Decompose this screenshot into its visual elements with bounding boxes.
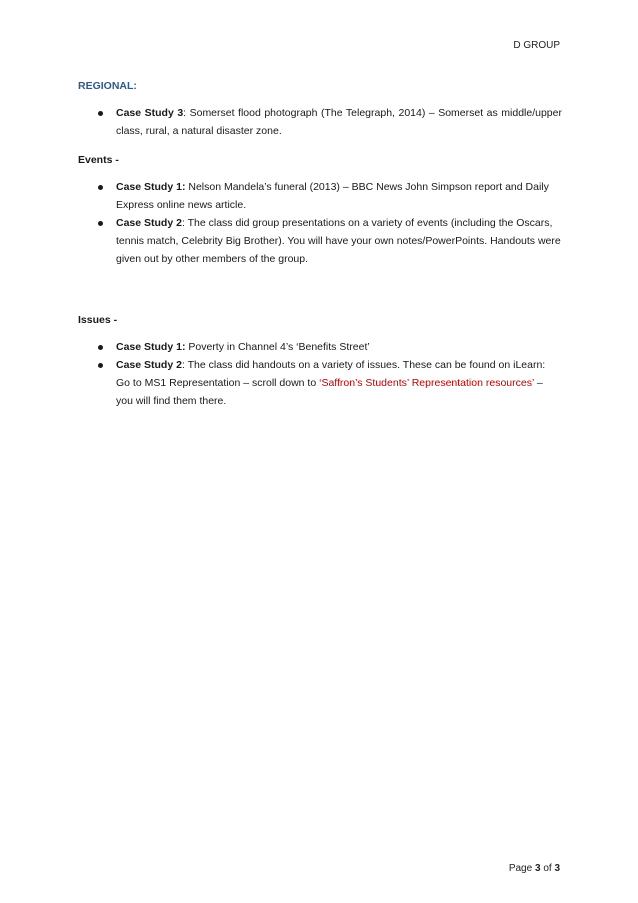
case-study-label: Case Study 1:: [116, 181, 186, 193]
resources-link[interactable]: ‘Saffron’s Students’ Representation resources’: [319, 377, 534, 389]
page-header-group: D GROUP: [513, 40, 560, 51]
events-heading: Events -: [78, 154, 119, 166]
bullet-icon: [98, 363, 103, 368]
case-study-label: Case Study 2: [116, 359, 182, 371]
case-study-text: Nelson Mandela’s funeral (2013) – BBC News John Simpson report and Daily Express online news article.: [116, 181, 549, 211]
case-study-label: Case Study 1:: [116, 341, 186, 353]
case-study-text: : The class did handouts on a variety of issues. These can be found on iLearn: Go to MS1 Representation – scroll down to: [116, 359, 546, 389]
list-item: [78, 356, 562, 410]
issues-heading: Issues -: [78, 314, 118, 326]
page-current: 3: [534, 863, 541, 874]
case-study-text: : Somerset flood photograph (The Telegraph, 2014) – Somerset as middle/upper class, rural, a natural disaster zone.: [116, 107, 562, 137]
of-word: of: [543, 863, 552, 874]
events-list: [78, 178, 562, 268]
bullet-icon: [98, 111, 103, 116]
case-study-text: : The class did group presentations on a variety of events (including the Oscars, tennis match, Celebrity Big Brother). You will have your own notes/PowerPoints. Handouts were given out by other members of the group.: [116, 217, 561, 265]
document-body: [78, 77, 562, 410]
case-study-label: Case Study 2: [116, 217, 182, 229]
page-word: Page: [508, 863, 533, 874]
page-footer: [509, 863, 560, 874]
issues-list: [78, 338, 562, 410]
case-study-text-end: – you will find them there.: [116, 377, 543, 407]
list-item: [78, 338, 562, 356]
regional-heading: REGIONAL:: [78, 80, 137, 92]
bullet-icon: [98, 345, 103, 350]
bullet-icon: [98, 185, 103, 190]
regional-list: [78, 104, 562, 140]
case-study-label: Case Study 3: [116, 107, 184, 119]
list-item: [78, 178, 562, 214]
list-item: [78, 214, 562, 268]
case-study-text: Poverty in Channel 4’s ‘Benefits Street’: [185, 341, 370, 353]
bullet-icon: [98, 221, 103, 226]
list-item: [78, 104, 562, 140]
page-total: 3: [554, 863, 560, 874]
